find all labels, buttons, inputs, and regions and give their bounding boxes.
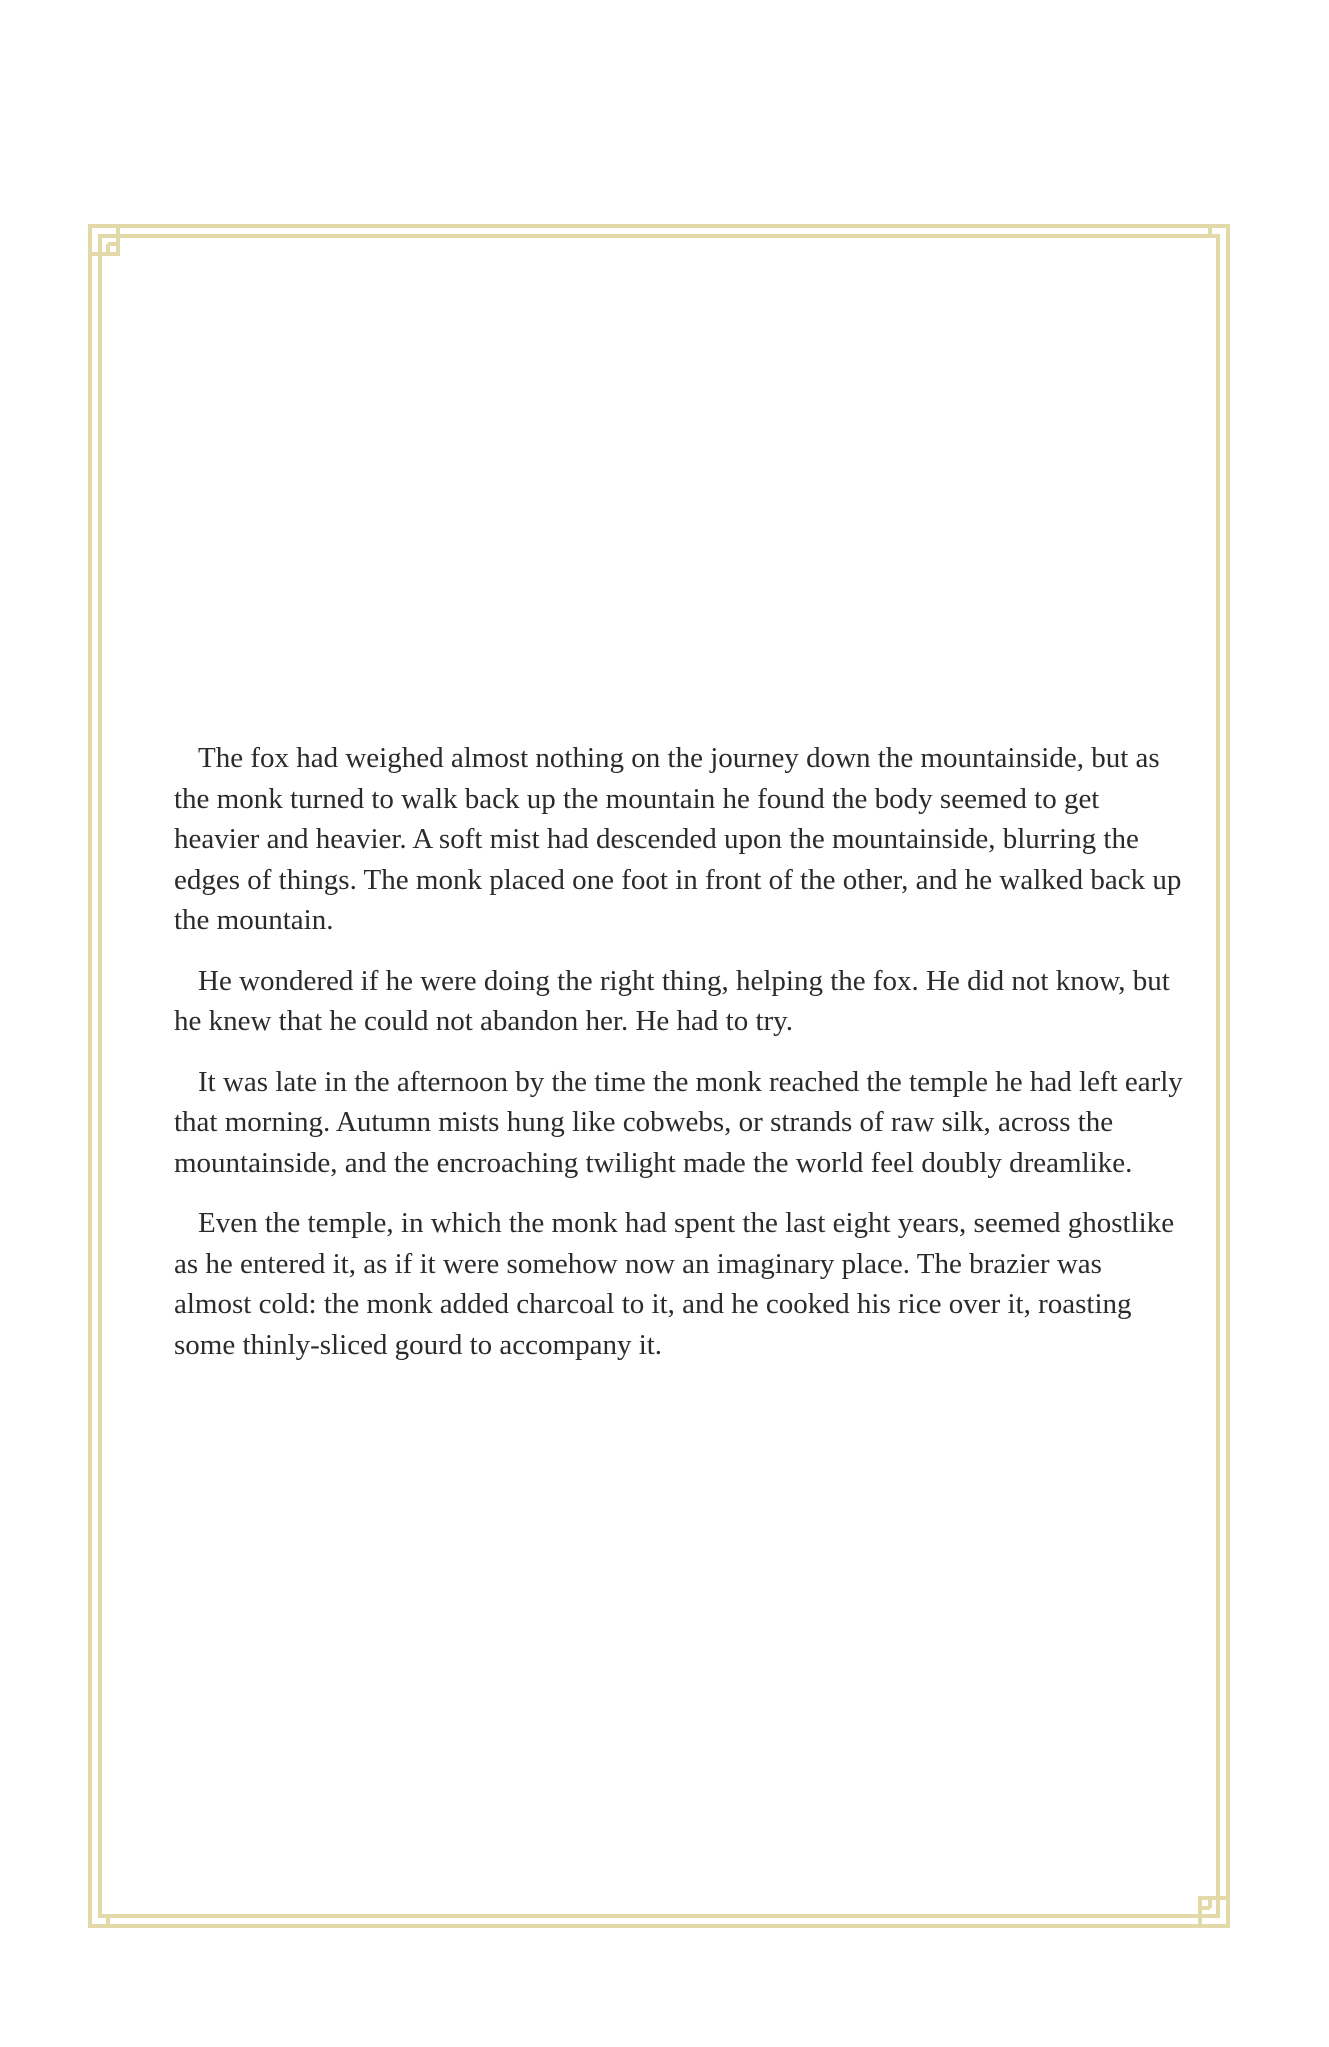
paragraph-4: Even the temple, in which the monk had spent the last eight years, seemed ghostlike as he entered it, as if it were somehow now an imaginary place. The brazier was almost cold: the monk added charcoal to it, and he cooked his rice over it, roasting some thinly-sliced gourd to accompany it. xyxy=(174,1207,1175,1361)
story-text xyxy=(174,738,1184,1385)
bottom-right-corner-ornament xyxy=(1200,1898,1228,1926)
paragraph-1: The fox had weighed almost nothing on the journey down the mountainside, but as the monk turned to walk back up the mountain he found the body seemed to get heavier and heavier. A soft mist had descended upon the mountainside, blurring the edges of things. The monk placed one foot in front of the other, and he walked back up the mountain. xyxy=(174,742,1182,936)
paragraph-3: It was late in the afternoon by the time the monk reached the temple he had left early that morning. Autumn mists hung like cobwebs, or strands of raw silk, across the mountainside, and the encroaching twilight made the world feel doubly dreamlike. xyxy=(174,1065,1183,1179)
paragraph-2: He wondered if he were doing the right thing, helping the fox. He did not know, but he knew that he could not abandon her. He had to try. xyxy=(174,964,1170,1037)
top-left-corner-ornament xyxy=(90,226,118,254)
